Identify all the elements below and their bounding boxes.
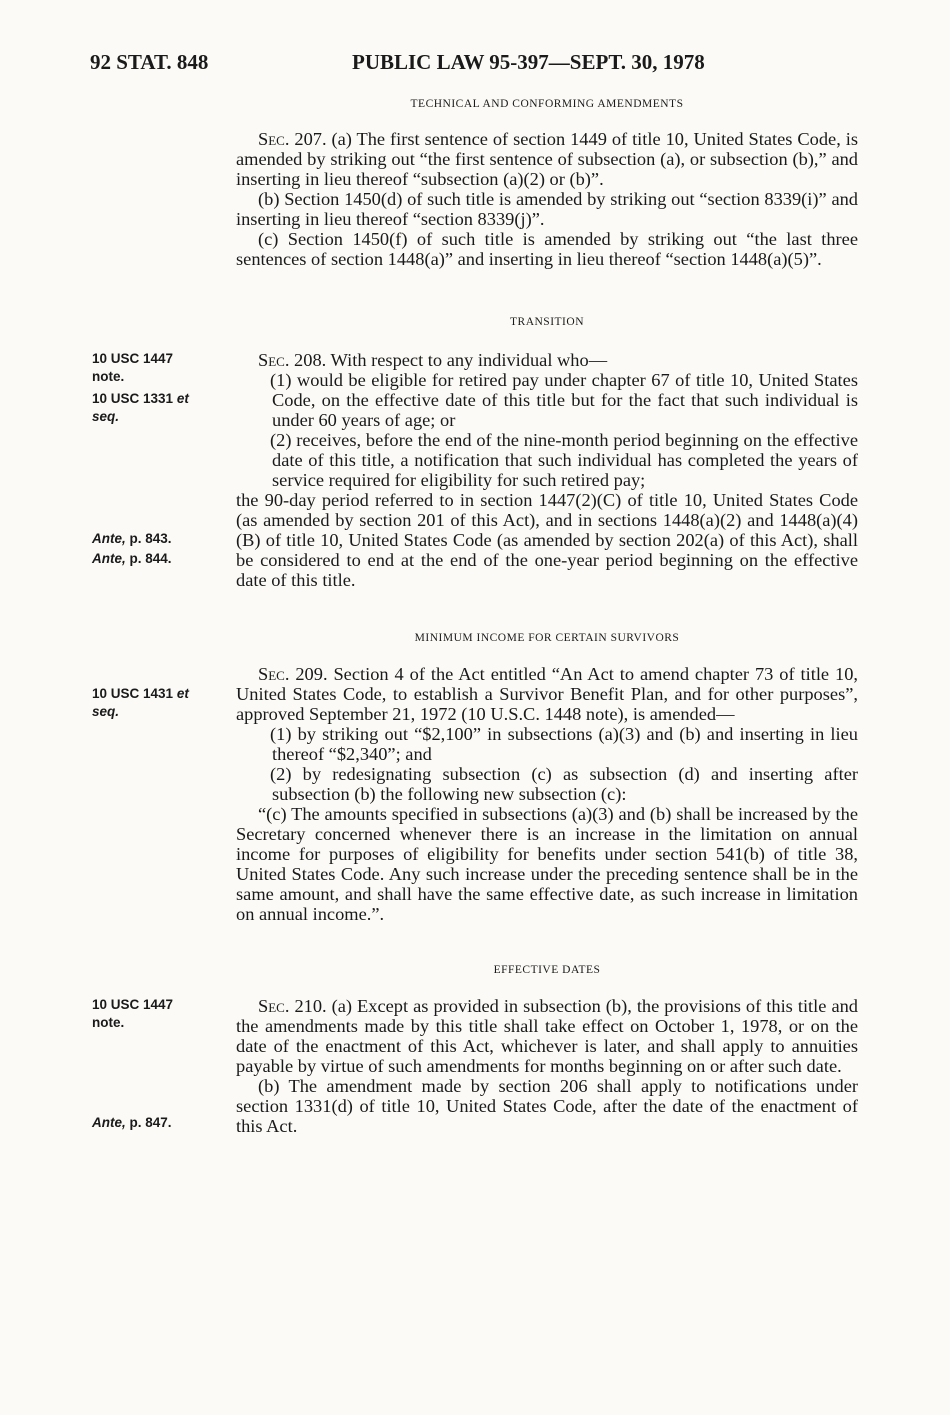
- margin-note-line: [92, 703, 222, 721]
- margin-note-line: 10 USC 1447: [92, 351, 174, 366]
- section-heading: TECHNICAL AND CONFORMING AMENDMENTS: [410, 98, 684, 110]
- margin-note-citation: [92, 685, 222, 721]
- margin-note-text: p. 843.: [129, 531, 172, 546]
- margin-note-line: [92, 390, 222, 408]
- margin-note-line: note.: [92, 369, 125, 384]
- list-item: (2) receives, before the end of the nine-month period beginning on the effective date of this title, a notification that such individual has completed the years of service required for eligibility for such retired pay;: [270, 430, 858, 490]
- margin-note-text: et: [176, 686, 189, 701]
- section-207: [236, 96, 858, 269]
- margin-note-text: Ante,: [92, 531, 126, 546]
- margin-note-line: [92, 408, 222, 426]
- margin-note-citation: [92, 350, 222, 386]
- sec-label: Sec.: [258, 664, 290, 684]
- margin-note-ante: [92, 1114, 222, 1132]
- quoted-subsection: “(c) The amounts specified in subsections (a)(3) and (b) shall be increased by the Secretary concerned whenever there is an increase in the limitation on annual income for purposes of eligibility for benefits under section 541(b) of title 38, United States Code. Any such increase under the preceding sentence shall be in the same amount, and shall have the same effective date, as such increase in limitation on annual income.”.: [236, 804, 858, 924]
- list-item: (1) would be eligible for retired pay under chapter 67 of title 10, United States Code, on the effective date of this title but for the fact that such individual is under 60 years of age; or: [270, 370, 858, 430]
- margin-note-text: p. 844.: [129, 551, 172, 566]
- margin-note-text: Ante,: [92, 551, 126, 566]
- list-item: (1) by striking out “$2,100” in subsections (a)(3) and (b) and inserting in lieu thereof “$2,340”; and: [270, 724, 858, 764]
- section-paragraph: [236, 129, 858, 189]
- margin-note-citation: [92, 390, 222, 426]
- section-paragraph: [236, 996, 858, 1076]
- margin-note-ante: [92, 550, 222, 568]
- margin-note-ante: [92, 530, 222, 548]
- paragraph-text: 208. With respect to any individual who—: [294, 350, 608, 370]
- margin-note-text: Ante,: [92, 1115, 126, 1130]
- section-209: [236, 630, 858, 924]
- margin-note-line: note.: [92, 1015, 125, 1030]
- section-paragraph: [236, 350, 858, 370]
- section-paragraph: (b) Section 1450(d) of such title is amended by striking out “section 8339(i)” and inserting in lieu thereof “section 8339(j)”.: [236, 189, 858, 229]
- section-208: [236, 314, 858, 590]
- section-paragraph: [236, 664, 858, 724]
- margin-note-line: [92, 685, 222, 703]
- sec-label: Sec.: [258, 350, 290, 370]
- sec-label: Sec.: [258, 129, 290, 149]
- margin-note-text: 10 USC 1431: [92, 686, 174, 701]
- section-heading: MINIMUM INCOME FOR CERTAIN SURVIVORS: [414, 632, 680, 644]
- sec-label: Sec.: [258, 996, 290, 1016]
- margin-note-text: p. 847.: [129, 1115, 172, 1130]
- section-heading: EFFECTIVE DATES: [493, 964, 601, 976]
- margin-note-text: et: [176, 391, 189, 406]
- margin-note-citation: [92, 996, 222, 1032]
- public-law-title: PUBLIC LAW 95-397—SEPT. 30, 1978: [352, 50, 705, 74]
- paragraph-text: 207. (a) The first sentence of section 1449 of title 10, United States Code, is amended by striking out “the first sentence of subsection (a), or subsection (b),” and inserting in lieu thereof “subsection (a)(2) or (b)”.: [236, 129, 858, 189]
- margin-note-line: 10 USC 1447: [92, 997, 174, 1012]
- section-heading: TRANSITION: [510, 316, 584, 328]
- margin-note-text: seq.: [92, 704, 120, 719]
- paragraph-text: 209. Section 4 of the Act entitled “An Act to amend chapter 73 of title 10, United States Code, to establish a Survivor Benefit Plan, and for other purposes”, approved September 21, 1972 (10 U.S.C. 1448 note), is amended—: [236, 664, 858, 724]
- section-paragraph: the 90-day period referred to in section 1447(2)(C) of title 10, United States Code (as amended by section 201 of this Act), and in sections 1448(a)(2) and 1448(a)(4)(B) of title 10, United States Code (as amended by section 202(a) of this Act), shall be considered to end at the end of the one-year period beginning on the effective date of this title.: [236, 490, 858, 590]
- margin-note-text: 10 USC 1331: [92, 391, 174, 406]
- section-210: [236, 962, 858, 1136]
- page-header: [90, 50, 860, 76]
- statute-page-number: 92 STAT. 848: [90, 50, 209, 74]
- list-item: (2) by redesignating subsection (c) as subsection (d) and inserting after subsection (b) the following new subsection (c):: [270, 764, 858, 804]
- section-paragraph: (c) Section 1450(f) of such title is amended by striking out “the last three sentences of section 1448(a)” and inserting in lieu thereof “section 1448(a)(5)”.: [236, 229, 858, 269]
- section-paragraph: (b) The amendment made by section 206 shall apply to notifications under section 1331(d) of title 10, United States Code, after the date of the enactment of this Act.: [236, 1076, 858, 1136]
- paragraph-text: 210. (a) Except as provided in subsection (b), the provisions of this title and the amendments made by this title shall take effect on October 1, 1978, or on the date of the enactment of this Act, whichever is later, and shall apply to annuities payable by virtue of such amendments for months beginning on or after such date.: [236, 996, 858, 1076]
- margin-note-text: seq.: [92, 409, 120, 424]
